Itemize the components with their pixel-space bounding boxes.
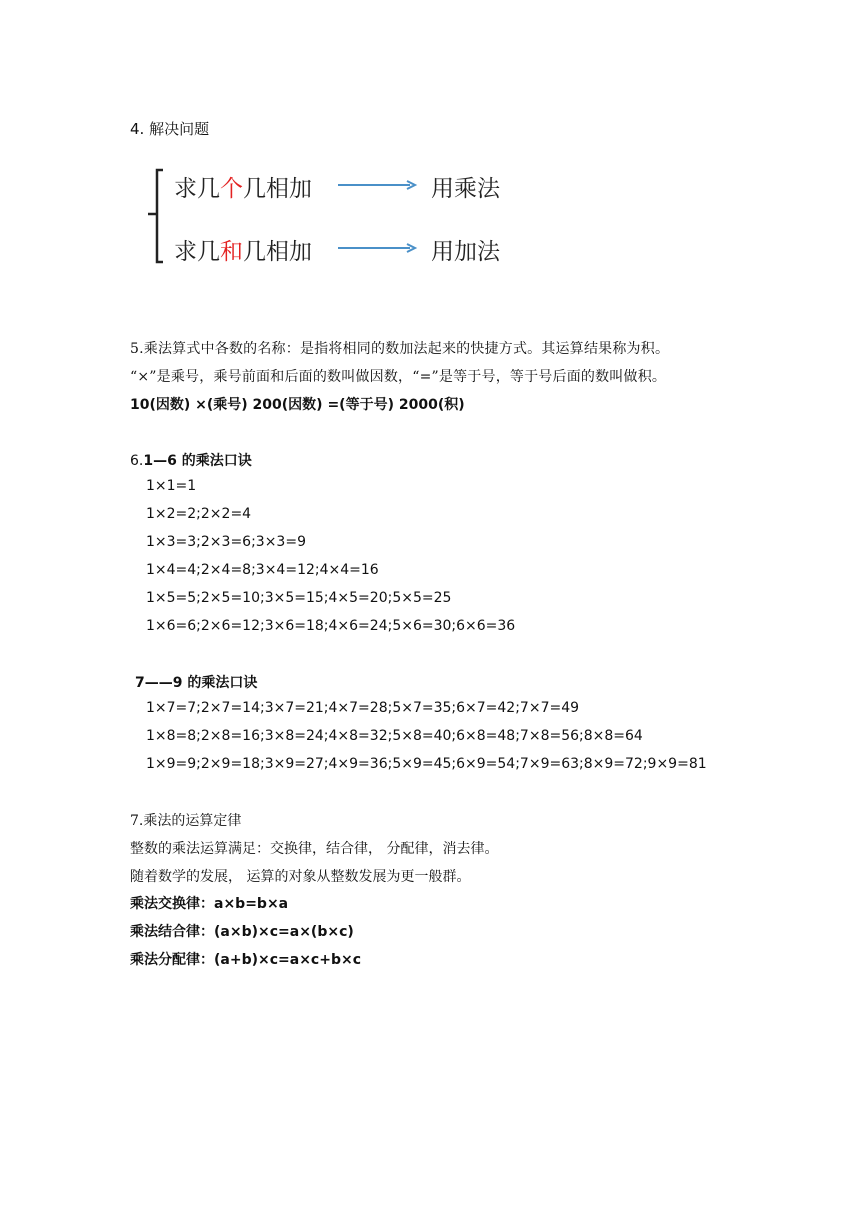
diagram-row1-condition (174, 170, 312, 203)
table-row-6: 1×6=6;2×6=12;3×6=18;4×6=24;5×6=30;6×6=36 (146, 618, 516, 634)
law-commutative: 乘法交换律：a×b=b×a (130, 896, 289, 912)
diagram-row1-result: 用乘法 (431, 176, 500, 202)
table-row-4: 1×4=4;2×4=8;3×4=12;4×4=16 (146, 562, 379, 578)
diagram-row2-result: 用加法 (431, 239, 500, 265)
section-6-range-2: 7——9 (135, 675, 183, 691)
row1-post: 几相加 (243, 176, 312, 202)
section-7-heading: 7.乘法的运算定律 (130, 813, 242, 829)
row2-pre: 求几 (174, 239, 220, 265)
section-6-heading-2 (135, 672, 257, 692)
section-7-line2: 随着数学的发展， 运算的对象从整数发展为更一般群。 (130, 869, 471, 885)
left-brace (148, 170, 163, 262)
section-6-title: 的乘法口诀 (176, 453, 252, 469)
row1-pre: 求几 (174, 176, 220, 202)
table-row-3: 1×3=3;2×3=6;3×3=9 (146, 534, 306, 550)
row2-highlight: 和 (220, 239, 243, 265)
section-6-range: 1—6 (143, 453, 177, 469)
section-4-heading: 4. 解决问题 (130, 120, 210, 138)
table-row-1: 1×1=1 (146, 478, 197, 494)
section-7-line1: 整数的乘法运算满足：交换律，结合律， 分配律，消去律。 (130, 841, 499, 857)
section-6-title-2: 的乘法口诀 (182, 675, 258, 691)
row1-highlight: 个 (220, 176, 243, 202)
table-row-9: 1×9=9;2×9=18;3×9=27;4×9=36;5×9=45;6×9=54;7×9=63;8×9=72;9×9=81 (146, 756, 707, 772)
law-distributive: 乘法分配律：(a+b)×c=a×c+b×c (130, 952, 362, 968)
row2-post: 几相加 (243, 239, 312, 265)
section-5-example: 10(因数) ×(乘号) 200(因数) =(等于号) 2000(积) (130, 397, 465, 413)
table-row-5: 1×5=5;2×5=10;3×5=15;4×5=20;5×5=25 (146, 590, 452, 606)
law-associative: 乘法结合律：(a×b)×c=a×(b×c) (130, 924, 354, 940)
section-6-prefix: 6. (130, 453, 144, 469)
table-row-2: 1×2=2;2×2=4 (146, 506, 252, 522)
table-row-8: 1×8=8;2×8=16;3×8=24;4×8=32;5×8=40;6×8=48;7×8=56;8×8=64 (146, 728, 643, 744)
table-row-7: 1×7=7;2×7=14;3×7=21;4×7=28;5×7=35;6×7=42;7×7=49 (146, 700, 580, 716)
section-5-line2: “×”是乘号，乘号前面和后面的数叫做因数，“=”是等于号，等于号后面的数叫做积。 (130, 369, 667, 385)
diagram-row2-condition (174, 233, 312, 266)
section-5-line1: 5.乘法算式中各数的名称：是指将相同的数加法起来的快捷方式。其运算结果称为积。 (130, 341, 670, 357)
section-6-heading (130, 450, 252, 470)
